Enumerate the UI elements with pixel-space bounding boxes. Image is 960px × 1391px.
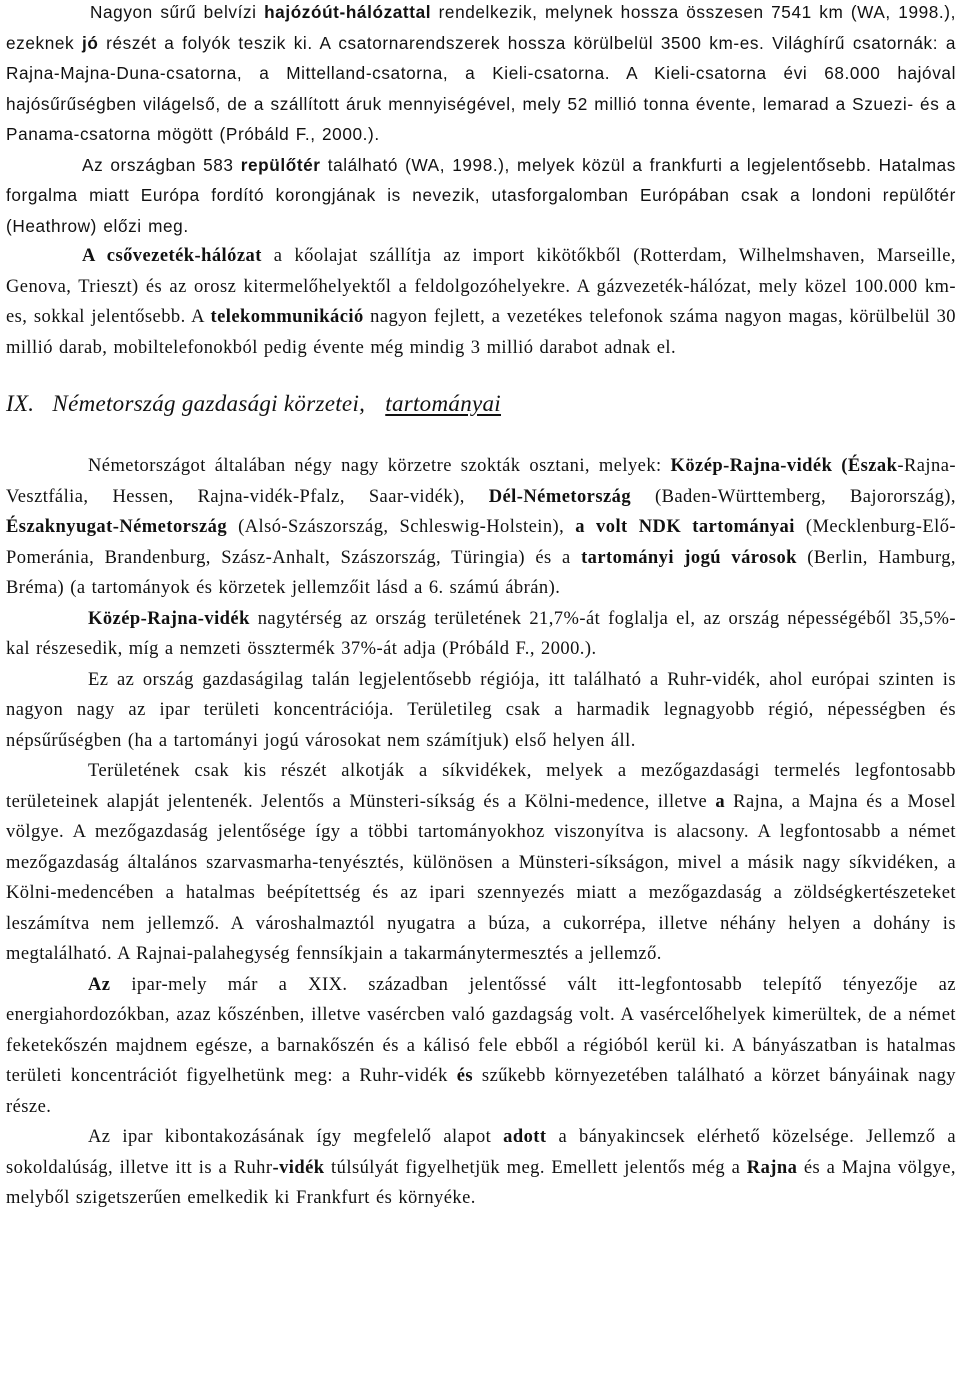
text-run: a bányakincsek elérhető közelsége. Jellemző a sokoldalúság, illetve itt is a Ruhr bbox=[6, 1127, 956, 1178]
text-run: Az országban 583 bbox=[82, 154, 241, 175]
text-run: Nagyon sűrű belvízi bbox=[90, 2, 265, 22]
text-run: szűkebb környezetében található a körzet bányáinak nagy része. bbox=[6, 1066, 956, 1117]
text-run: Az ipar kibontakozásának így megfelelő alapot bbox=[88, 1127, 504, 1147]
paragraph-ruhr: Ez az ország gazdaságilag talán legjelentősebb régiója, itt található a Ruhr-vidék, ahol európai szinten is nagyon nagy az ipar területi koncentrációja. Területileg csak a harmadik legnagyobb régió, népességben és népsűrűségben (ha a tartományi jogú városokat nem számítjuk) első helyen áll. bbox=[6, 669, 956, 751]
bold-term: Közép-Rajna-vidék (Észak bbox=[670, 456, 898, 476]
text-run: (Mecklenburg-Elő-Pomeránia, Brandenburg, Szász-Anhalt, Szászország, Türingia) és a bbox=[6, 517, 957, 568]
bold-term: Dél-Németország bbox=[488, 486, 632, 507]
text-run: nagyon fejlett, a vezetékes telefonok száma nagyon magas, körülbelül 30 millió darab, mobiltelefonokból pedig évente még mindig 3 millió darabot adnak el. bbox=[6, 307, 956, 358]
bold-term: repülőtér bbox=[240, 154, 321, 175]
bold-term: és bbox=[456, 1066, 474, 1086]
paragraph-pipelines bbox=[6, 241, 956, 363]
bold-term: Az bbox=[88, 974, 111, 995]
section-number: IX. bbox=[6, 391, 35, 416]
text-run: Területének csak kis részét alkotják a síkvidékek, melyek a mezőgazdasági termelés legfontosabb területeinek alapját jelentenék. Jelentős a Münsteri-síkság és a Kölni-medence, illetve bbox=[6, 761, 956, 812]
text-run: Németországot általában négy nagy körzetre szokták osztani, melyek: bbox=[88, 456, 671, 476]
bold-term: Rajna bbox=[746, 1157, 798, 1178]
bold-term: tartományi jogú városok bbox=[581, 547, 797, 568]
text-run: túlsúlyát figyelhetjük meg. Emellett jelentős még a bbox=[324, 1157, 747, 1178]
section-title-underlined: tartományai bbox=[385, 391, 501, 416]
text-run: és a Majna völgye, melyből szigetszerűen emelkedik ki Frankfurt és környéke. bbox=[6, 1157, 956, 1208]
paragraph-regions bbox=[6, 451, 956, 604]
section-title: Németország gazdasági körzetei, bbox=[52, 391, 366, 416]
text-run: ipar-mely már a XIX. században jelentőssé vált itt-legfontosabb telepítő tényezője az energiahordozókban, azaz kőszénben, illetve vasércben való gazdagság volt. A vasércelőhelyek kimerültek, de a német feketekőszén majdnem egésze, a barnakőszén és a kálisó fele ebből a régióból kerül ki. A bányászatban is hatalmas területi koncentrációt figyelhetünk meg: a Ruhr-vidék bbox=[6, 974, 956, 1086]
paragraph-middle-rhine bbox=[6, 604, 956, 665]
bold-term: -vidék bbox=[272, 1157, 325, 1178]
bold-term: Északnyugat-Németország bbox=[6, 517, 228, 537]
text-run: (Baden-Württemberg, Bajorország), bbox=[631, 486, 956, 507]
paragraph-waterways bbox=[6, 0, 956, 150]
paragraph-airports bbox=[6, 150, 956, 242]
text-run: részét a folyók teszik ki. A csatornarendszerek hossza körülbelül 3500 km-es. Világhírű csatornák: a Rajna-Majna-Duna-csatorna, a Mittelland-csatorna, a Kieli-csatorna. A Kieli-csatorna évi 68.000 hajóval hajósűrűségben világelső, de a szállított áruk mennyiségével, mely 52 millió tonna évente, lemarad a Szuezi- és a Panama-csatorna mögött (Próbáld F., 2000.). bbox=[6, 32, 956, 144]
bold-term: telekommunikáció bbox=[210, 307, 364, 327]
bold-term: Közép-Rajna-vidék bbox=[88, 608, 250, 629]
bold-term: adott bbox=[503, 1127, 547, 1147]
text-run: (Berlin, Hamburg, Bréma) (a tartományok és körzetek jellemzőit lásd a 6. számú ábrán). bbox=[6, 547, 956, 598]
bold-term: a volt NDK tartományai bbox=[575, 517, 795, 537]
text-run: nagytérség az ország területének 21,7%-át foglalja el, az ország népességéből 35,5%-kal részesedik, míg a nemzeti össztermék 37%-át adja (Próbáld F., 2000.). bbox=[6, 608, 956, 659]
paragraph-industry bbox=[6, 970, 956, 1123]
bold-term: a bbox=[715, 791, 726, 812]
bold-term: jó bbox=[81, 32, 99, 53]
section-heading bbox=[6, 391, 956, 417]
bold-term: hajózóút-hálózattal bbox=[264, 2, 432, 22]
text-run: -Rajna-Vesztfália, Hessen, Rajna-vidék-Pfalz, Saar-vidék), bbox=[6, 456, 956, 507]
paragraph-agriculture bbox=[6, 756, 956, 970]
text-run: Rajna, a Majna és a Mosel völgye. A mezőgazdaság jelentősége így a többi tartományokhoz viszonyítva is alacsony. A legfontosabb a német mezőgazdaság általános szarvasmarha-tenyésztés, különösen a Münsteri-síkságon, mivel a másik nagy síkvidéken, a Kölni-medencében a hatalmas beépítettség és az ipari szennyezés miatt a mezőgazdaság a zöldségkertészeteket leszámítva nem jellemző. A városhalmaztól nyugatra a búza, a cukorrépa, illetve néhány helyen a dohány is megtalálható. A Rajnai-palahegység fennsíkjain a takarmánytermesztés a jellemző. bbox=[6, 791, 956, 964]
paragraph-industry-base bbox=[6, 1122, 956, 1214]
text-run: (Alsó-Szászország, Schleswig-Holstein), bbox=[227, 517, 576, 537]
text-run: a kőolajat szállítja az import kikötőkből (Rotterdam, Wilhelmshaven, Marseille, Genova, Trieszt) és az orosz kitermelőhelyektől a feldolgozóhelyekre. A gázvezeték-hálózat, mely közel 100.000 km-es, sokkal jelentősebb. A bbox=[6, 246, 956, 327]
text-run: rendelkezik, melynek hossza összesen 7541 km (WA, 1998.), ezeknek bbox=[6, 2, 956, 53]
text-run: található (WA, 1998.), melyek közül a frankfurti a legjelentősebb. Hatalmas forgalma miatt Európa fordító korongjának is nevezik, utasforgalomban Európában csak a londoni repülőtér (Heathrow) előzi meg. bbox=[6, 154, 956, 236]
bold-term: A csővezeték-hálózat bbox=[82, 246, 262, 266]
